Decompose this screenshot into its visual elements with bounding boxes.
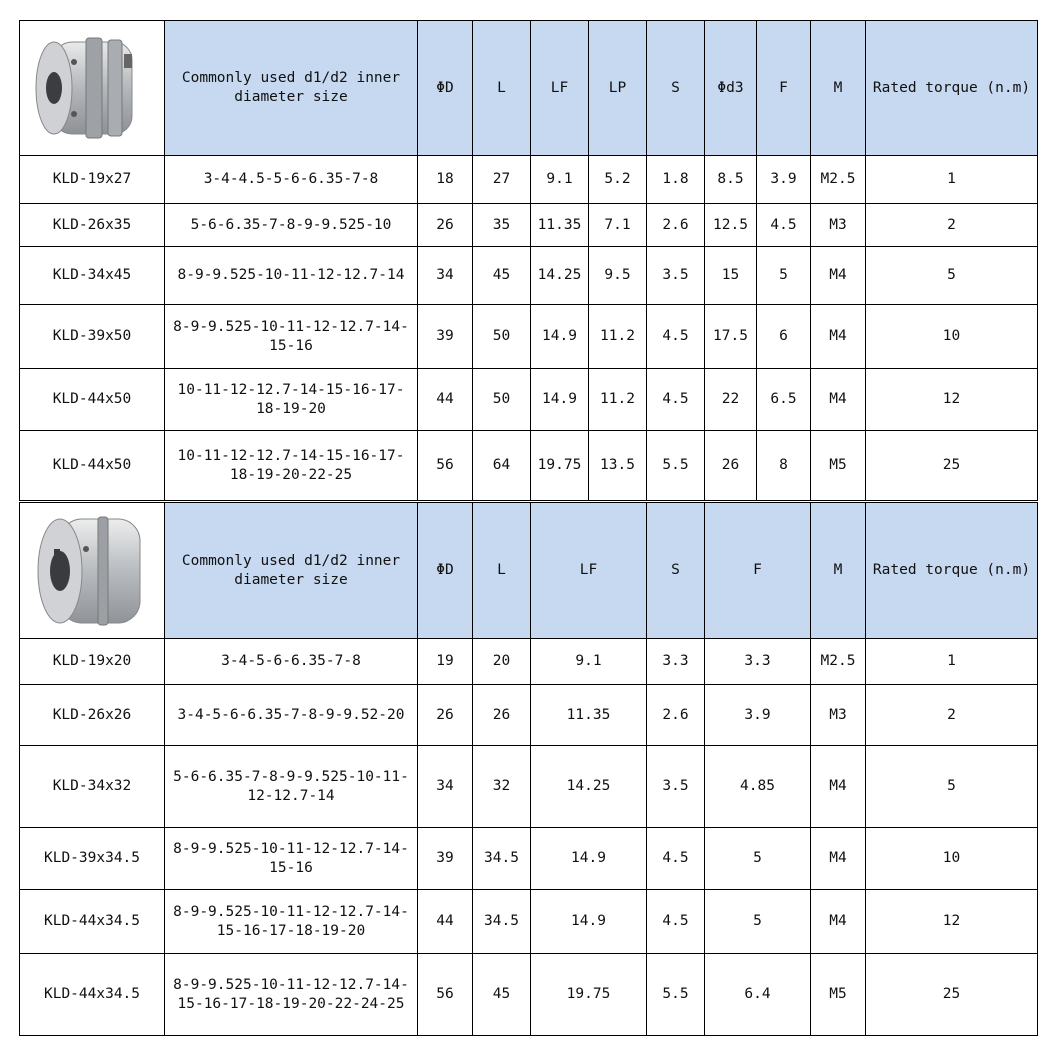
d-cell: 34 [418, 247, 473, 305]
table-row [20, 890, 1038, 954]
d3-cell: 8.5 [705, 156, 757, 204]
f-cell: 4.5 [757, 204, 811, 247]
m-cell: M4 [811, 369, 866, 431]
s-cell: 4.5 [647, 369, 705, 431]
table-row [20, 685, 1038, 746]
d-cell: 44 [418, 369, 473, 431]
table-row [20, 369, 1038, 431]
f-cell: 3.3 [705, 639, 811, 685]
sizes-cell: 10-11-12-12.7-14-15-16-17-18-19-20 [165, 369, 418, 431]
sizes-cell: 5-6-6.35-7-8-9-9.525-10 [165, 204, 418, 247]
s-cell: 2.6 [647, 685, 705, 746]
table-row [20, 639, 1038, 685]
l-cell: 34.5 [473, 828, 531, 890]
table-row [20, 204, 1038, 247]
model-cell: KLD-44x34.5 [20, 954, 165, 1036]
f-cell: 8 [757, 431, 811, 501]
s-cell: 5.5 [647, 431, 705, 501]
lp-cell: 9.5 [589, 247, 647, 305]
sizes-cell: 8-9-9.525-10-11-12-12.7-14-15-16 [165, 305, 418, 369]
model-cell: KLD-39x34.5 [20, 828, 165, 890]
table-header-row [20, 21, 1038, 156]
m-cell: M4 [811, 828, 866, 890]
l-cell: 64 [473, 431, 531, 501]
d-cell: 39 [418, 305, 473, 369]
lf-cell: 14.25 [531, 247, 589, 305]
model-cell: KLD-19x27 [20, 156, 165, 204]
lp-cell: 7.1 [589, 204, 647, 247]
l-cell: 50 [473, 305, 531, 369]
l-cell: 35 [473, 204, 531, 247]
d3-cell: 22 [705, 369, 757, 431]
m-cell: M4 [811, 305, 866, 369]
d-cell: 18 [418, 156, 473, 204]
d3-cell: 12.5 [705, 204, 757, 247]
table-row [20, 247, 1038, 305]
model-cell: KLD-44x34.5 [20, 890, 165, 954]
header-s: S [647, 503, 705, 639]
m-cell: M4 [811, 890, 866, 954]
l-cell: 32 [473, 746, 531, 828]
f-cell: 5 [705, 828, 811, 890]
l-cell: 20 [473, 639, 531, 685]
torque-cell: 12 [866, 369, 1038, 431]
table-row [20, 954, 1038, 1036]
d3-cell: 17.5 [705, 305, 757, 369]
header-lf: LF [531, 21, 589, 156]
m-cell: M2.5 [811, 639, 866, 685]
s-cell: 3.5 [647, 247, 705, 305]
torque-cell: 2 [866, 204, 1038, 247]
s-cell: 1.8 [647, 156, 705, 204]
s-cell: 5.5 [647, 954, 705, 1036]
torque-cell: 10 [866, 828, 1038, 890]
f-cell: 6.5 [757, 369, 811, 431]
lf-cell: 9.1 [531, 156, 589, 204]
header-m: M [811, 21, 866, 156]
header-rated-torque: Rated torque (n.m) [866, 503, 1038, 639]
model-cell: KLD-34x32 [20, 746, 165, 828]
header-f: F [757, 21, 811, 156]
disc-coupling-image [24, 28, 160, 148]
f-cell: 5 [705, 890, 811, 954]
lf-cell: 14.9 [531, 369, 589, 431]
header-outer-diameter: ΦD [418, 503, 473, 639]
model-cell: KLD-34x45 [20, 247, 165, 305]
m-cell: M3 [811, 685, 866, 746]
d3-cell: 26 [705, 431, 757, 501]
lp-cell: 11.2 [589, 305, 647, 369]
header-lp: LP [589, 21, 647, 156]
model-cell: KLD-19x20 [20, 639, 165, 685]
torque-cell: 1 [866, 156, 1038, 204]
lf-cell: 14.25 [531, 746, 647, 828]
header-inner-diameter: Commonly used d1/d2 inner diameter size [165, 21, 418, 156]
lf-cell: 19.75 [531, 431, 589, 501]
l-cell: 45 [473, 247, 531, 305]
lf-cell: 14.9 [531, 828, 647, 890]
spec-table-double-disc [19, 20, 1038, 501]
model-cell: KLD-39x50 [20, 305, 165, 369]
m-cell: M2.5 [811, 156, 866, 204]
lf-cell: 14.9 [531, 305, 589, 369]
l-cell: 27 [473, 156, 531, 204]
torque-cell: 1 [866, 639, 1038, 685]
sizes-cell: 3-4-5-6-6.35-7-8-9-9.52-20 [165, 685, 418, 746]
s-cell: 4.5 [647, 305, 705, 369]
m-cell: M5 [811, 954, 866, 1036]
header-d3: Φd3 [705, 21, 757, 156]
f-cell: 5 [757, 247, 811, 305]
torque-cell: 5 [866, 746, 1038, 828]
model-cell: KLD-26x35 [20, 204, 165, 247]
header-s: S [647, 21, 705, 156]
sizes-cell: 3-4-4.5-5-6-6.35-7-8 [165, 156, 418, 204]
torque-cell: 2 [866, 685, 1038, 746]
header-f: F [705, 503, 811, 639]
l-cell: 34.5 [473, 890, 531, 954]
sizes-cell: 8-9-9.525-10-11-12-12.7-14-15-16-17-18-19-20-22-24-25 [165, 954, 418, 1036]
d-cell: 39 [418, 828, 473, 890]
f-cell: 4.85 [705, 746, 811, 828]
sizes-cell: 10-11-12-12.7-14-15-16-17-18-19-20-22-25 [165, 431, 418, 501]
sizes-cell: 3-4-5-6-6.35-7-8 [165, 639, 418, 685]
product-image-cell [20, 21, 165, 156]
d-cell: 19 [418, 639, 473, 685]
lf-cell: 14.9 [531, 890, 647, 954]
l-cell: 26 [473, 685, 531, 746]
torque-cell: 25 [866, 431, 1038, 501]
lf-cell: 19.75 [531, 954, 647, 1036]
table-header-row [20, 503, 1038, 639]
s-cell: 3.5 [647, 746, 705, 828]
d3-cell: 15 [705, 247, 757, 305]
header-length: L [473, 503, 531, 639]
l-cell: 45 [473, 954, 531, 1036]
product-image-cell [20, 503, 165, 639]
lf-cell: 9.1 [531, 639, 647, 685]
header-m: M [811, 503, 866, 639]
s-cell: 2.6 [647, 204, 705, 247]
sizes-cell: 8-9-9.525-10-11-12-12.7-14-15-16 [165, 828, 418, 890]
lf-cell: 11.35 [531, 685, 647, 746]
table-row [20, 305, 1038, 369]
model-cell: KLD-44x50 [20, 431, 165, 501]
sizes-cell: 5-6-6.35-7-8-9-9.525-10-11-12-12.7-14 [165, 746, 418, 828]
d-cell: 56 [418, 431, 473, 501]
header-lf: LF [531, 503, 647, 639]
d-cell: 26 [418, 685, 473, 746]
lp-cell: 5.2 [589, 156, 647, 204]
d-cell: 26 [418, 204, 473, 247]
s-cell: 3.3 [647, 639, 705, 685]
f-cell: 6 [757, 305, 811, 369]
torque-cell: 25 [866, 954, 1038, 1036]
header-length: L [473, 21, 531, 156]
torque-cell: 10 [866, 305, 1038, 369]
m-cell: M5 [811, 431, 866, 501]
header-outer-diameter: ΦD [418, 21, 473, 156]
s-cell: 4.5 [647, 890, 705, 954]
m-cell: M3 [811, 204, 866, 247]
table-row [20, 156, 1038, 204]
d-cell: 34 [418, 746, 473, 828]
torque-cell: 5 [866, 247, 1038, 305]
table-row [20, 746, 1038, 828]
d-cell: 56 [418, 954, 473, 1036]
spec-table-single-disc [19, 502, 1038, 1036]
table-row [20, 431, 1038, 501]
header-inner-diameter: Commonly used d1/d2 inner diameter size [165, 503, 418, 639]
lf-cell: 11.35 [531, 204, 589, 247]
table-row [20, 828, 1038, 890]
lp-cell: 11.2 [589, 369, 647, 431]
lp-cell: 13.5 [589, 431, 647, 501]
sizes-cell: 8-9-9.525-10-11-12-12.7-14-15-16-17-18-19-20 [165, 890, 418, 954]
f-cell: 3.9 [757, 156, 811, 204]
sizes-cell: 8-9-9.525-10-11-12-12.7-14 [165, 247, 418, 305]
f-cell: 6.4 [705, 954, 811, 1036]
model-cell: KLD-26x26 [20, 685, 165, 746]
s-cell: 4.5 [647, 828, 705, 890]
header-rated-torque: Rated torque (n.m) [866, 21, 1038, 156]
model-cell: KLD-44x50 [20, 369, 165, 431]
f-cell: 3.9 [705, 685, 811, 746]
d-cell: 44 [418, 890, 473, 954]
torque-cell: 12 [866, 890, 1038, 954]
single-disc-coupling-image [24, 509, 160, 633]
m-cell: M4 [811, 746, 866, 828]
m-cell: M4 [811, 247, 866, 305]
l-cell: 50 [473, 369, 531, 431]
